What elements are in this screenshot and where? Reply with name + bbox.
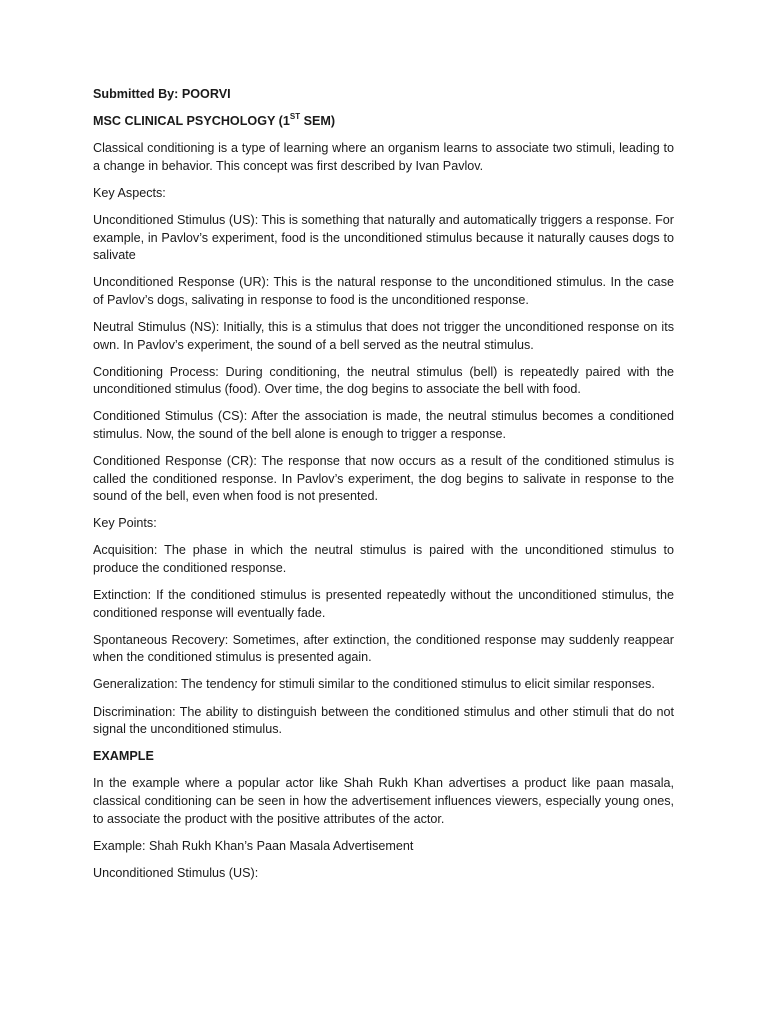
example-intro-paragraph: In the example where a popular actor like Shah Rukh Khan advertises a product like paan masala, classical conditioning can be seen in how the advertisement influences viewers, especially young ones, to associate the product with the positive attributes of the actor. bbox=[93, 776, 674, 826]
key-point-generalization: Generalization: The tendency for stimuli similar to the conditioned stimulus to elicit similar responses. bbox=[93, 677, 655, 692]
key-aspect-conditioning-process: Conditioning Process: During conditioning, the neutral stimulus (bell) is repeatedly paired with the unconditioned stimulus (food). Over time, the dog begins to associate the bell with food. bbox=[93, 364, 674, 397]
key-point-discrimination: Discrimination: The ability to distinguish between the conditioned stimulus and other stimuli that do not signal the unconditioned stimulus. bbox=[93, 704, 674, 737]
key-aspect-unconditioned-response: Unconditioned Response (UR): This is the natural response to the unconditioned stimulus. In the case of Pavlov’s dogs, salivating in response to food is the unconditioned response. bbox=[93, 275, 674, 307]
intro-paragraph: Classical conditioning is a type of learning where an organism learns to associate two stimuli, leading to a change in behavior. This concept was first described by Ivan Pavlov. bbox=[93, 141, 674, 173]
key-point-acquisition: Acquisition: The phase in which the neutral stimulus is paired with the unconditioned stimulus to produce the conditioned response. bbox=[93, 543, 674, 575]
key-aspect-conditioned-response: Conditioned Response (CR): The response that now occurs as a result of the conditioned stimulus is called the conditioned response. In Pavlov’s experiment, the dog begins to salivate in response to the sound of the bell, even when food is not presented. bbox=[93, 454, 674, 504]
course-title bbox=[93, 113, 674, 131]
example-title: Example: Shah Rukh Khan’s Paan Masala Advertisement bbox=[93, 838, 414, 853]
document-page bbox=[93, 86, 674, 892]
key-aspect-conditioned-stimulus: Conditioned Stimulus (CS): After the association is made, the neutral stimulus becomes a conditioned stimulus. Now, the sound of the bell alone is enough to trigger a response. bbox=[93, 409, 674, 441]
key-aspects-heading: Key Aspects: bbox=[93, 185, 166, 200]
key-aspect-unconditioned-stimulus: Unconditioned Stimulus (US): This is something that naturally and automatically triggers a response. For example, in Pavlov’s experiment, food is the unconditioned stimulus because it naturally causes dogs to salivate bbox=[93, 212, 674, 263]
key-point-extinction: Extinction: If the conditioned stimulus is presented repeatedly without the unconditioned stimulus, the conditioned response will eventually fade. bbox=[93, 588, 674, 620]
key-point-spontaneous-recovery: Spontaneous Recovery: Sometimes, after extinction, the conditioned response may suddenly reappear when the conditioned stimulus is presented again. bbox=[93, 632, 674, 665]
course-title-suffix: SEM) bbox=[300, 114, 336, 129]
course-title-prefix: MSC CLINICAL PSYCHOLOGY (1 bbox=[93, 114, 290, 129]
key-aspect-neutral-stimulus: Neutral Stimulus (NS): Initially, this is a stimulus that does not trigger the unconditioned response on its own. In Pavlov’s experiment, the sound of a bell served as the neutral stimulus. bbox=[93, 319, 674, 352]
key-points-heading: Key Points: bbox=[93, 516, 157, 531]
course-title-superscript: ST bbox=[289, 111, 301, 121]
example-unconditioned-stimulus: Unconditioned Stimulus (US): bbox=[93, 865, 259, 880]
example-heading: EXAMPLE bbox=[93, 749, 154, 764]
submitted-by: Submitted By: POORVI bbox=[93, 87, 231, 101]
